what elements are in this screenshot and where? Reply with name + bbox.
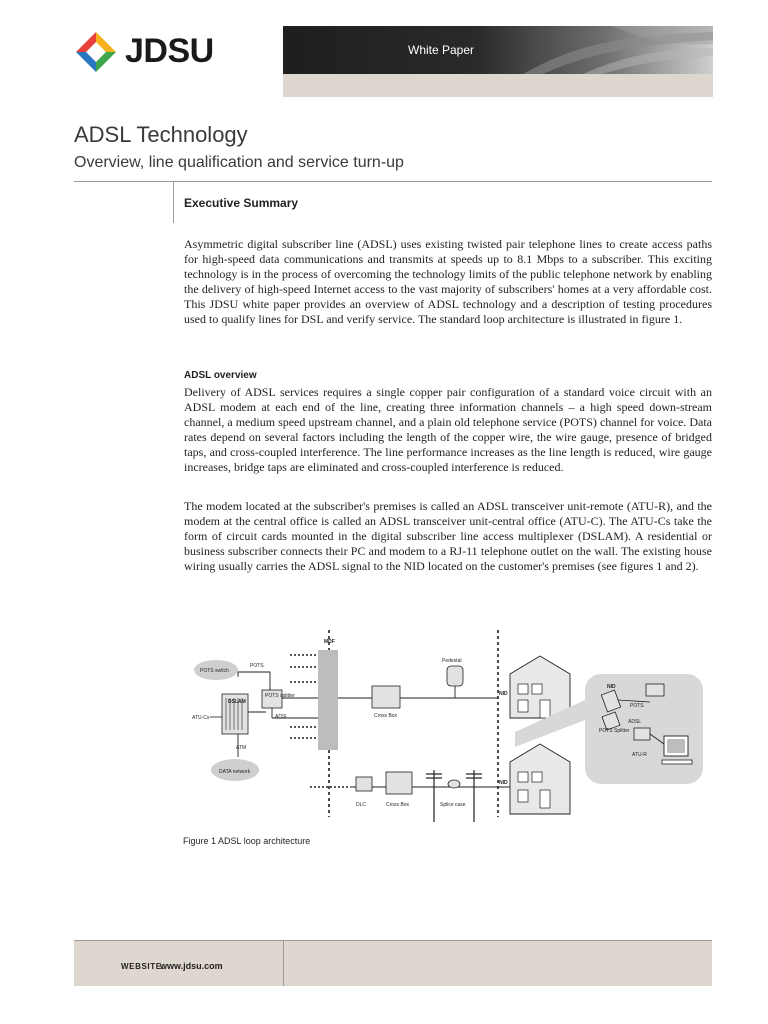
- adsl-overview-paragraph-1: Delivery of ADSL services requires a single copper pair configuration of a standard voice circuit with an ADSL modem at each end of the line, creating three information channels – a high speed down-stream channel, a medium speed upstream channel, and a plain old telephone service (POTS) channel for voice. Data rates depend on several factors including the length of the copper wire, the wire gauge, presence of bridged taps, and cross-coupled interference. The line performance increases as the line length is reduced, wire gauge increases, bridge taps are eliminated and cross-coupled interference is reduced.: [184, 385, 712, 475]
- figure-caption: Figure 1 ADSL loop architecture: [183, 836, 311, 846]
- section-vertical-rule: [173, 181, 174, 223]
- pots-splitter-label: POTS splitter: [265, 693, 295, 699]
- page-title: ADSL Technology: [74, 122, 248, 147]
- title-rule: [74, 181, 712, 182]
- adsl-panel-label: ADSL: [628, 719, 642, 725]
- atu-r-label: ATU-R: [632, 752, 647, 758]
- cross-box-lower-label: Cross Box: [386, 802, 410, 808]
- nid-panel-label: NID: [607, 684, 616, 690]
- executive-summary-heading: Executive Summary: [184, 196, 299, 210]
- dslam-label: DSLAM: [228, 699, 246, 705]
- cross-box-label: Cross Box: [374, 713, 398, 719]
- footer-website-link[interactable]: www.jdsu.com: [160, 961, 223, 971]
- splice-case-label: Splice case: [440, 802, 466, 808]
- banner-texture: [283, 26, 713, 74]
- nid-lower-label: NID: [499, 780, 508, 786]
- page-subtitle: Overview, line qualification and service turn-up: [74, 154, 404, 171]
- banner-strip: [283, 74, 713, 97]
- pots-switch-label: POTS switch: [200, 668, 229, 674]
- footer-website-label: WEBSITE:: [121, 962, 165, 971]
- pots-splitter-panel-label: POTS Splitter: [599, 728, 630, 734]
- data-network-label: DATA network: [219, 769, 251, 775]
- dlc-label: DLC: [356, 802, 367, 808]
- executive-summary-text: Asymmetric digital subscriber line (ADSL) uses existing twisted pair telephone lines to create access paths for high-speed data communications and transmits at speeds up to 8.1 Mbps to a subscriber. This exciting technology is in the process of overcoming the technology limits of the public telephone network by enabling the delivery of high-speed Internet access to the vast majority of subscribers' homes at a very affordable cost. This JDSU white paper provides an overview of ADSL technology and a description of testing procedures used to qualify lines for DSL and verify service. The standard loop architecture is illustrated in figure 1.: [184, 237, 712, 327]
- header-banner: [283, 26, 713, 74]
- banner-label: White Paper: [408, 43, 475, 57]
- adsl-overview-paragraph-2: The modem located at the subscriber's premises is called an ADSL transceiver unit-remote (ATU-R), and the modem at the central office is called an ADSL transceiver unit-central office (ATU-C). The ATU-Cs take the form of circuit cards mounted in the digital subscriber line access multiplexer (DSLAM). A residential or business subscriber connects their PC and modem to a RJ-11 telephone outlet on the wall. The existing house wiring usually carries the ADSL signal to the NID located on the customer's premises (see figures 1 and 2).: [184, 499, 712, 574]
- pots-panel-label: POTS: [630, 703, 644, 709]
- adsl-overview-heading: ADSL overview: [184, 370, 257, 381]
- pedestal-label: Pedestal: [442, 658, 462, 664]
- adsl-label: ADSL: [275, 714, 289, 720]
- atu-cs-label: ATU-Cs: [192, 715, 210, 721]
- adsl-loop-architecture-figure: [180, 622, 710, 832]
- nid-upper-label: NID: [499, 691, 508, 697]
- mdf-label: MDF: [324, 639, 335, 645]
- footer-separator: [283, 941, 284, 986]
- atm-label: ATM: [236, 745, 247, 751]
- pots-label: POTS: [250, 663, 264, 669]
- brand-name: JDSU: [125, 32, 214, 70]
- mdf-frame: [318, 650, 338, 750]
